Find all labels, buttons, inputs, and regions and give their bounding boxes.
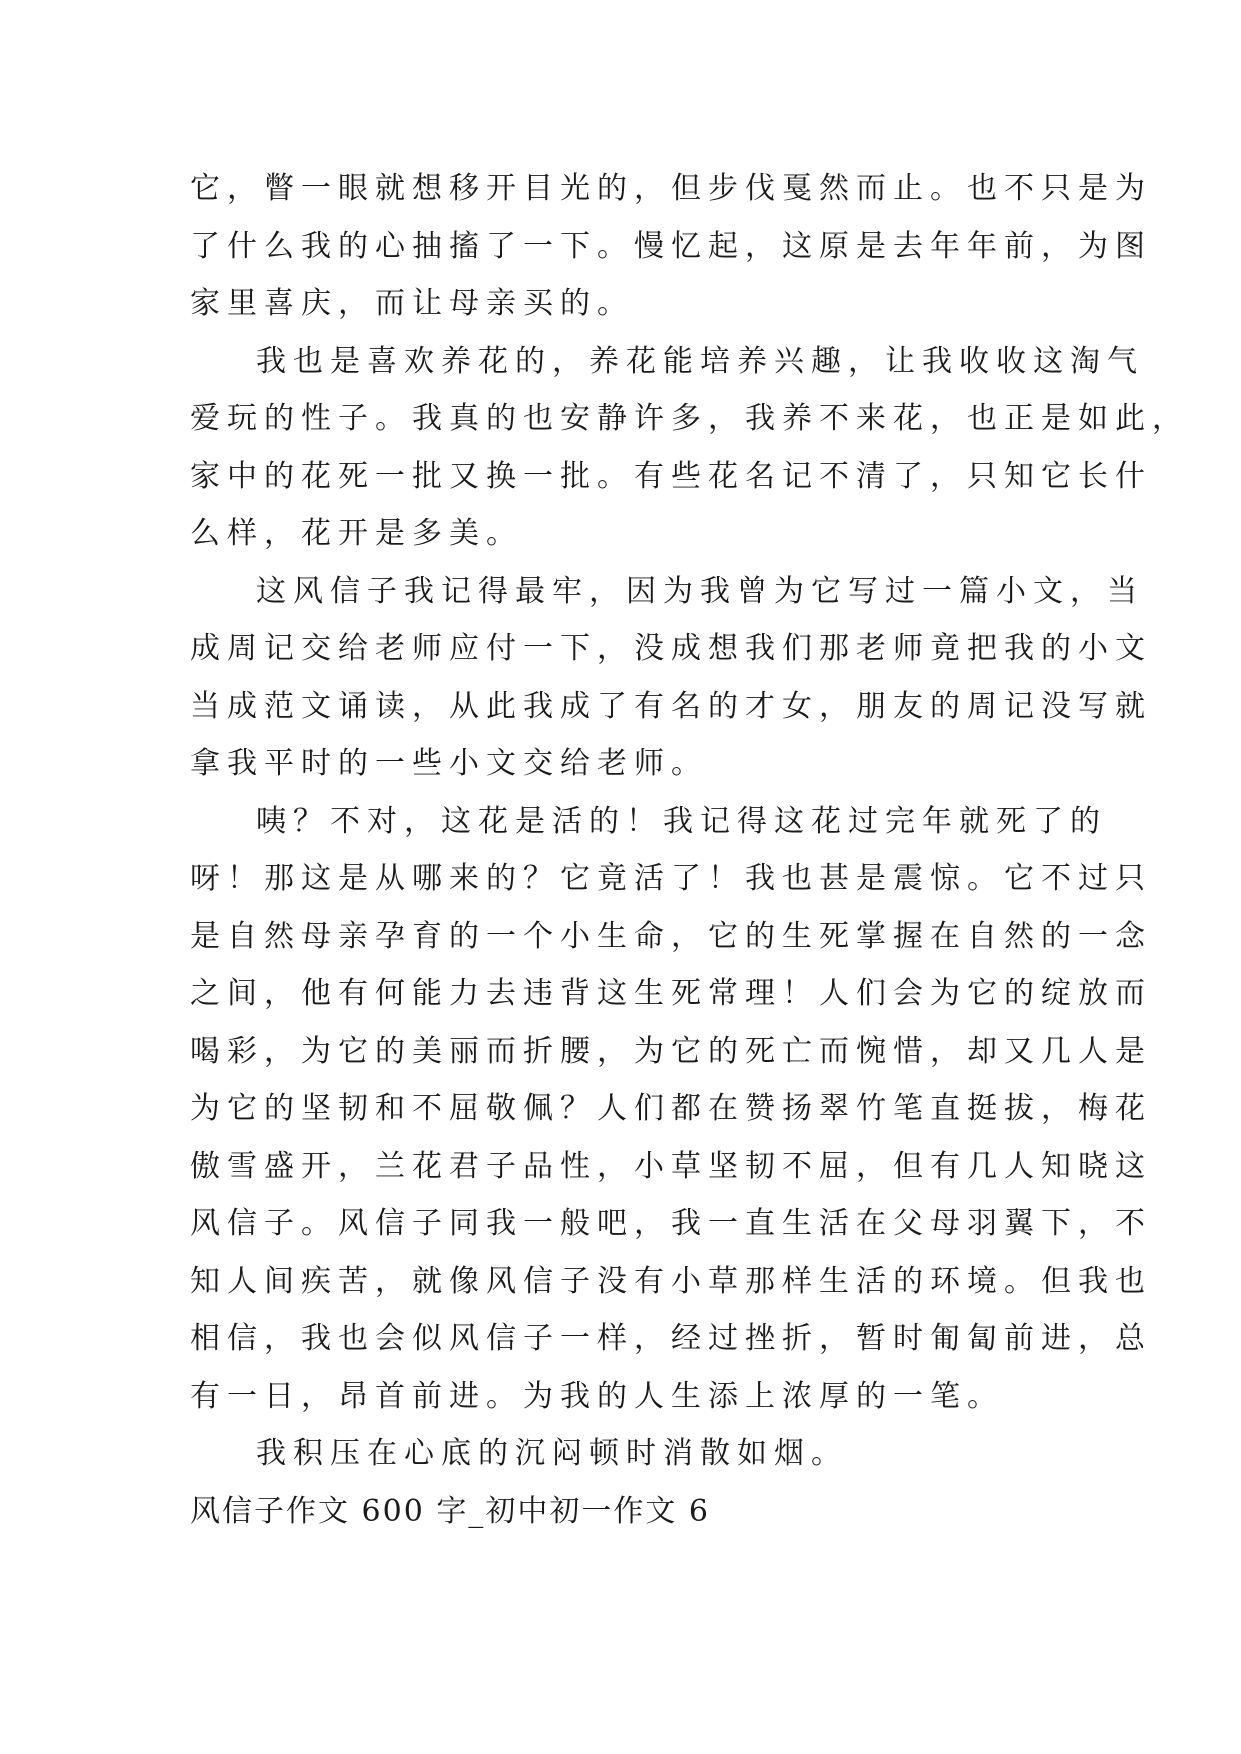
text-line: 呀！那这是从哪来的？它竟活了！我也甚是震惊。它不过只 xyxy=(190,861,1152,896)
text-line: 知人间疾苦，就像风信子没有小草那样生活的环境。但我也 xyxy=(190,1263,1152,1299)
paragraph-first-line: 这风信子我记得最牢，因为我曾为它写过一篇小文，当 xyxy=(256,573,1144,609)
text-line: 当成范文诵读，从此我成了有名的才女，朋友的周记没写就 xyxy=(190,688,1152,724)
document-body xyxy=(190,160,1189,1540)
paragraph-first-line: 我积压在心底的沉闷顿时消散如烟。 xyxy=(256,1436,848,1471)
text-line: 拿我平时的一些小文交给老师。 xyxy=(190,746,708,781)
text-line: 成周记交给老师应付一下，没成想我们那老师竟把我的小文 xyxy=(190,631,1152,666)
text-line: 喝彩，为它的美丽而折腰，为它的死亡而惋惜，却又几人是 xyxy=(190,1033,1152,1069)
article-title: 风信子作文 600 字_初中初一作文 6 xyxy=(190,1493,710,1529)
text-line: 家里喜庆，而让母亲买的。 xyxy=(190,286,634,321)
text-line: 么样，花开是多美。 xyxy=(190,516,523,551)
text-line: 相信，我也会似风信子一样，经过挫折，暂时匍匐前进，总 xyxy=(190,1321,1152,1356)
text-line: 是自然母亲孕育的一个小生命，它的生死掌握在自然的一念 xyxy=(190,918,1152,954)
text-line: 家中的花死一批又换一批。有些花名记不清了，只知它长什 xyxy=(190,458,1152,494)
text-line: 为它的坚韧和不屈敬佩？人们都在赞扬翠竹笔直挺拔，梅花 xyxy=(190,1091,1152,1126)
text-line: 风信子。风信子同我一般吧，我一直生活在父母羽翼下，不 xyxy=(190,1206,1152,1241)
text-line: 傲雪盛开，兰花君子品性，小草坚韧不屈，但有几人知晓这 xyxy=(190,1148,1152,1184)
text-line: 之间，他有何能力去违背这生死常理！人们会为它的绽放而 xyxy=(190,976,1152,1011)
text-line: 有一日，昂首前进。为我的人生添上浓厚的一笔。 xyxy=(190,1378,1004,1414)
paragraph-first-line: 咦？不对，这花是活的！我记得这花过完年就死了的 xyxy=(256,803,1107,839)
text-line: 它，瞥一眼就想移开目光的，但步伐戛然而止。也不只是为 xyxy=(190,171,1152,206)
text-line: 了什么我的心抽搐了一下。慢忆起，这原是去年年前，为图 xyxy=(190,228,1152,264)
paragraph-first-line: 我也是喜欢养花的，养花能培养兴趣，让我收收这淘气 xyxy=(256,343,1144,379)
text-line: 爱玩的性子。我真的也安静许多，我养不来花，也正是如此， xyxy=(190,401,1189,436)
